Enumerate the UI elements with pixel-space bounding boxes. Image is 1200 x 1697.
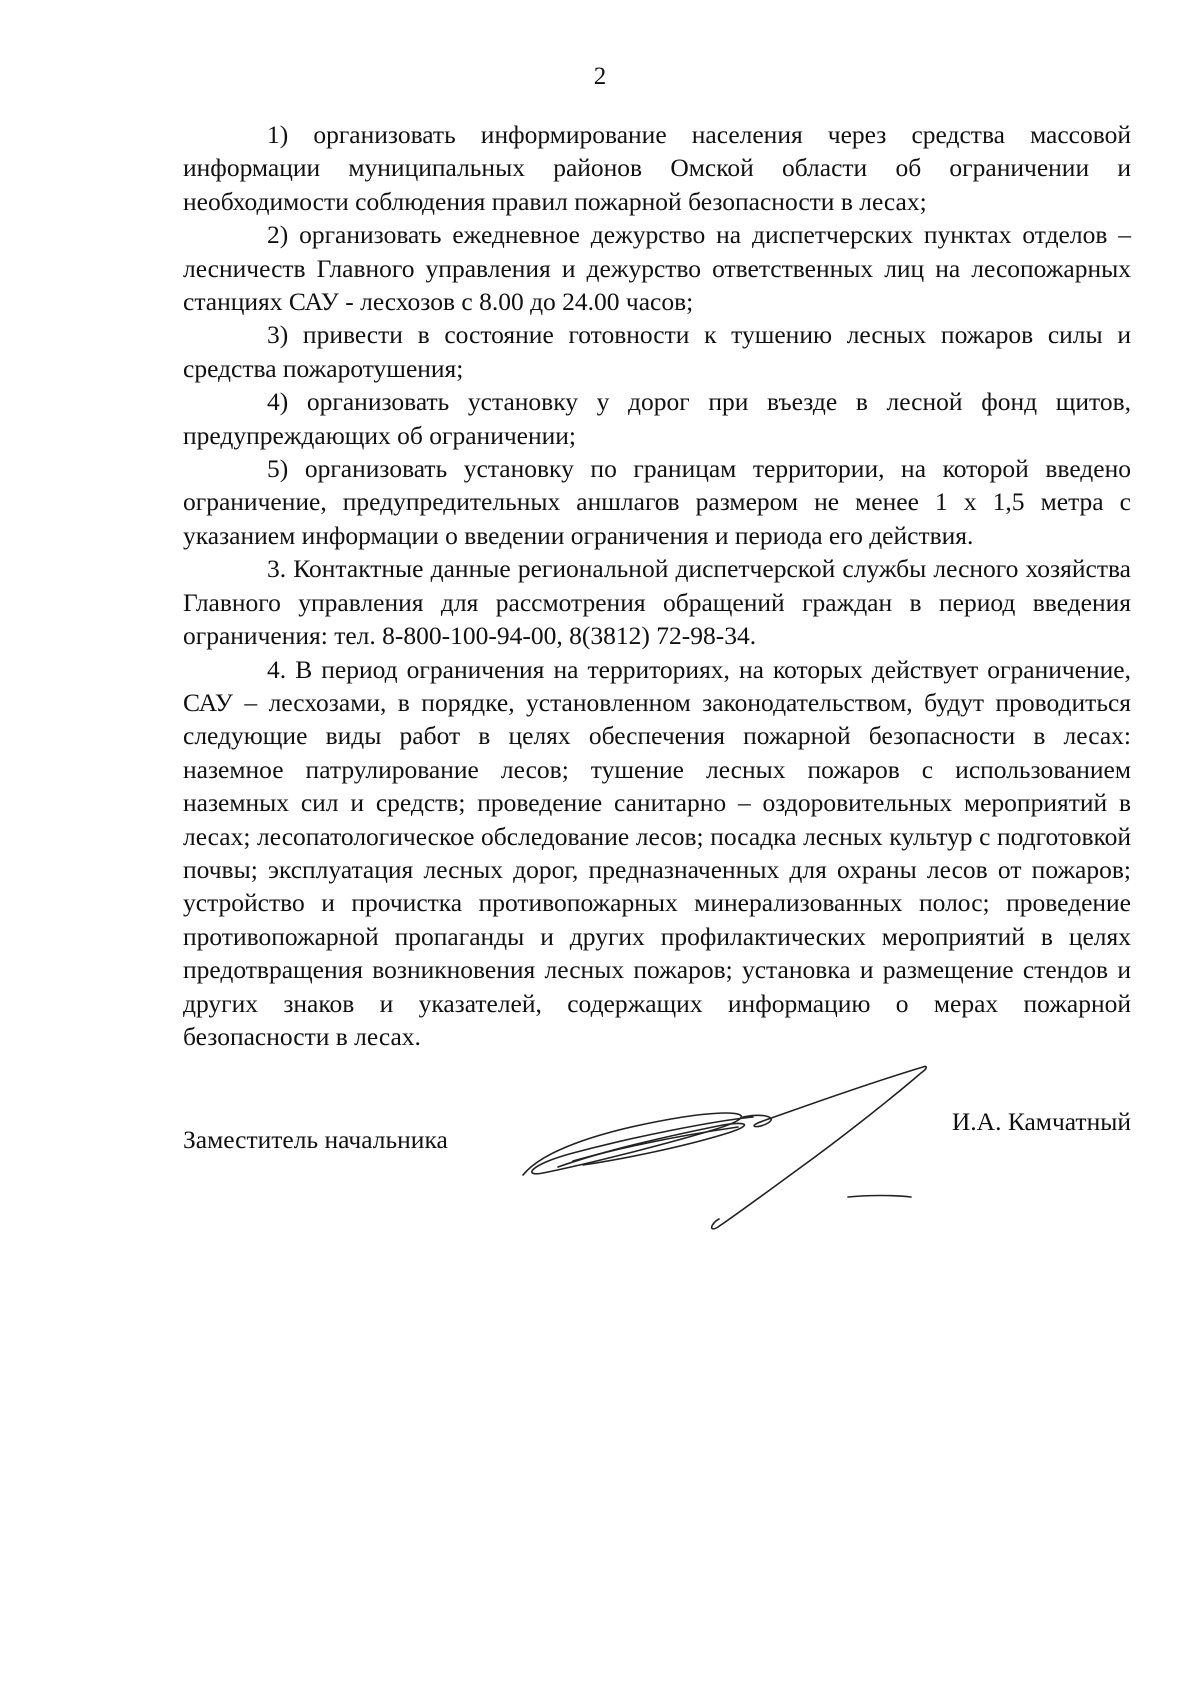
paragraph-item-5: 5) организовать установку по границам территории, на которой введено ограничение, предупредительных аншлагов размером не менее 1 х 1,5 метра с указанием информации о введении ограничения и периода его действия. bbox=[183, 454, 1131, 550]
paragraph-item-2: 2) организовать ежедневное дежурство на диспетчерских пунктах отделов – лесничеств Главного управления и дежурство ответственных лиц на лесопожарных станциях САУ - лесхозов с 8.00 до 24.00 часов; bbox=[183, 220, 1131, 317]
signatory-name: И.А. Камчатный bbox=[951, 1107, 1131, 1136]
document-body bbox=[183, 118, 1131, 1053]
paragraph-item-1: 1) организовать информирование населения через средства массовой информации муниципальных районов Омской области об ограничении и необходимости соблюдения правил пожарной безопасности в лесах; bbox=[183, 120, 1131, 216]
paragraph-contacts: 3. Контактные данные региональной диспетчерской службы лесного хозяйства Главного управления для рассмотрения обращений граждан в период введения ограничения: тел. 8-800-100-94-00, 8(3812) 72-98-34. bbox=[183, 554, 1131, 651]
paragraph-item-4: 4) организовать установку у дорог при въезде в лесной фонд щитов, предупреждающих об ограничении; bbox=[183, 387, 1131, 450]
paragraph-item-3: 3) привести в состояние готовности к тушению лесных пожаров силы и средства пожаротушения; bbox=[183, 320, 1131, 383]
signatory-position: Заместитель начальника bbox=[183, 1125, 448, 1154]
paragraph-works: 4. В период ограничения на территориях, на которых действует ограничение, САУ – лесхозами, в порядке, установленном законодательством, будут проводиться следующие виды работ в целях обеспечения пожарной безопасности в лесах: наземное патрулирование лесов; тушение лесных пожаров с использованием наземных сил и средств; проведение санитарно – оздоровительных мероприятий в лесах; лесопатологическое обследование лесов; посадка лесных культур с подготовкой почвы; эксплуатация лесных дорог, предназначенных для охраны лесов от пожаров; устройство и прочистка противопожарных минерализованных полос; проведение противопожарной пропаганды и других профилактических мероприятий в целях предотвращения возникновения лесных пожаров; установка и размещение стендов и других знаков и указателей, содержащих информацию о мерах пожарной безопасности в лесах. bbox=[183, 654, 1131, 1051]
signature-block bbox=[183, 1105, 1131, 1225]
handwritten-signature-icon bbox=[513, 1055, 933, 1235]
page-number: 2 bbox=[593, 63, 607, 90]
